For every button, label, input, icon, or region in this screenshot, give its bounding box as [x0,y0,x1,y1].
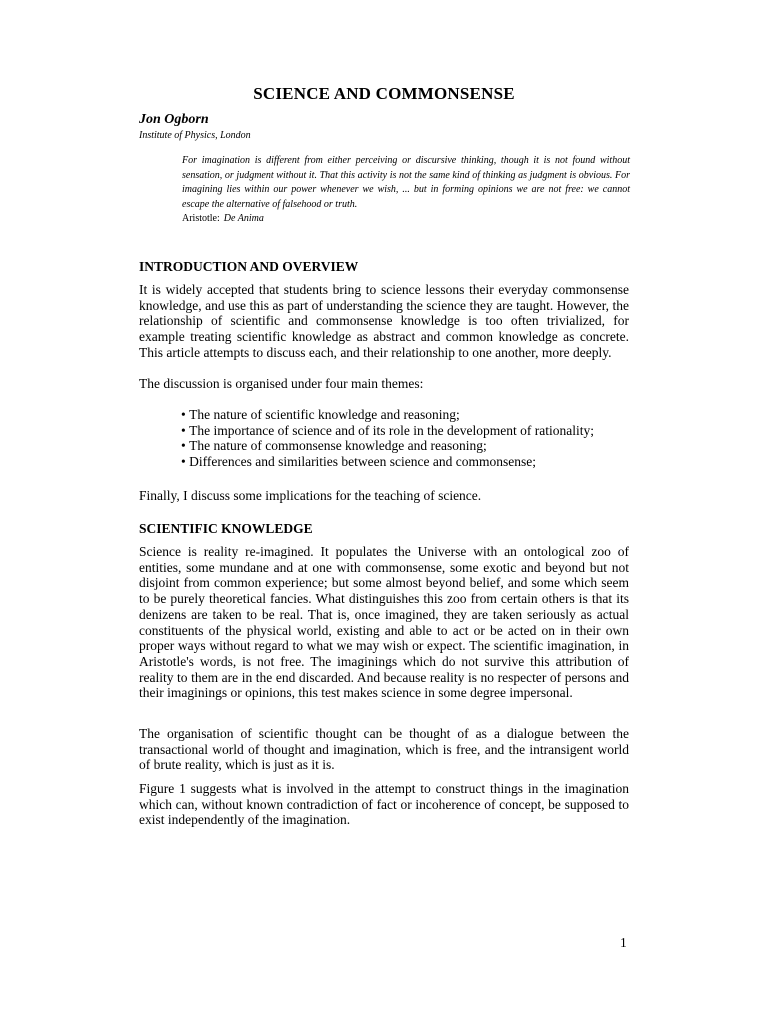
document-title: SCIENCE AND COMMONSENSE [253,84,515,103]
list-item: • The nature of commonsense knowledge and reasoning; [181,438,594,454]
section-heading-introduction: INTRODUCTION AND OVERVIEW [139,259,359,274]
intro-paragraph: It is widely accepted that students bring to science lessons their everyday commonsense knowledge, and use this as part of understanding the science they are taught. However, the relationship of scientific and commonsense knowledge is too often trivialized, for example treating scientific knowledge as abstract and common knowledge as concrete. This article attempts to discuss each, and their relationship to one another, more deeply. [139,282,629,360]
section-heading-scientific-knowledge: SCIENTIFIC KNOWLEDGE [139,521,313,536]
scientific-knowledge-paragraph-2: The organisation of scientific thought can be thought of as a dialogue between the transactional world of thought and imagination, which is free, and the intransigent world of brute reality, which is just as it is. [139,726,629,773]
epigraph-attribution-line [182,212,630,227]
intro-closing-sentence: Finally, I discuss some implications for the teaching of science. [139,488,482,503]
author-affiliation: Institute of Physics, London [139,130,251,141]
epigraph-work: De Anima [223,213,264,225]
list-item: • The nature of scientific knowledge and reasoning; [181,407,594,423]
author-name: Jon Ogborn [139,112,209,127]
scientific-knowledge-paragraph-3: Figure 1 suggests what is involved in the attempt to construct things in the imagination which can, without known contradiction of fact or incoherence of concept, be supposed to exist independently of the imagination. [139,781,629,828]
list-item: • Differences and similarities between science and commonsense; [181,454,594,470]
themes-list [181,407,594,469]
epigraph-attribution: Aristotle: [182,213,220,225]
list-item: • The importance of science and of its role in the development of rationality; [181,423,594,439]
scientific-knowledge-paragraph-1: Science is reality re-imagined. It populates the Universe with an ontological zoo of entities, some mundane and at one with commonsense, some exotic and beyond but not disjoint from common experience; but some almost beyond belief, and some which seem to be purely theoretical fancies. What distinguishes this zoo from certain others is that its denizens are taken to be real. That is, once imagined, they are taken seriously as actual constituents of the physical world, existing and able to act or be acted on in their own proper ways without regard to what we may wish or expect. The scientific imagination, in Aristotle's words, is not free. The imaginings which do not survive this attribution of reality to them are in the end discarded. And because reality is no respecter of persons and their imaginings or opinions, this test makes science in some degree impersonal. [139,544,629,701]
epigraph [182,154,630,227]
intro-lead-sentence: The discussion is organised under four main themes: [139,376,424,391]
epigraph-text: For imagination is different from either perceiving or discursive thinking, though it is not found without sensation, or judgment without it. That this activity is not the same kind of thinking as judgment is obvious. For imagining lies within our power whenever we wish, ... but in forming opinions we are not free: we cannot escape the alternative of falsehood or truth. [182,155,630,210]
page-number: 1 [620,935,627,950]
